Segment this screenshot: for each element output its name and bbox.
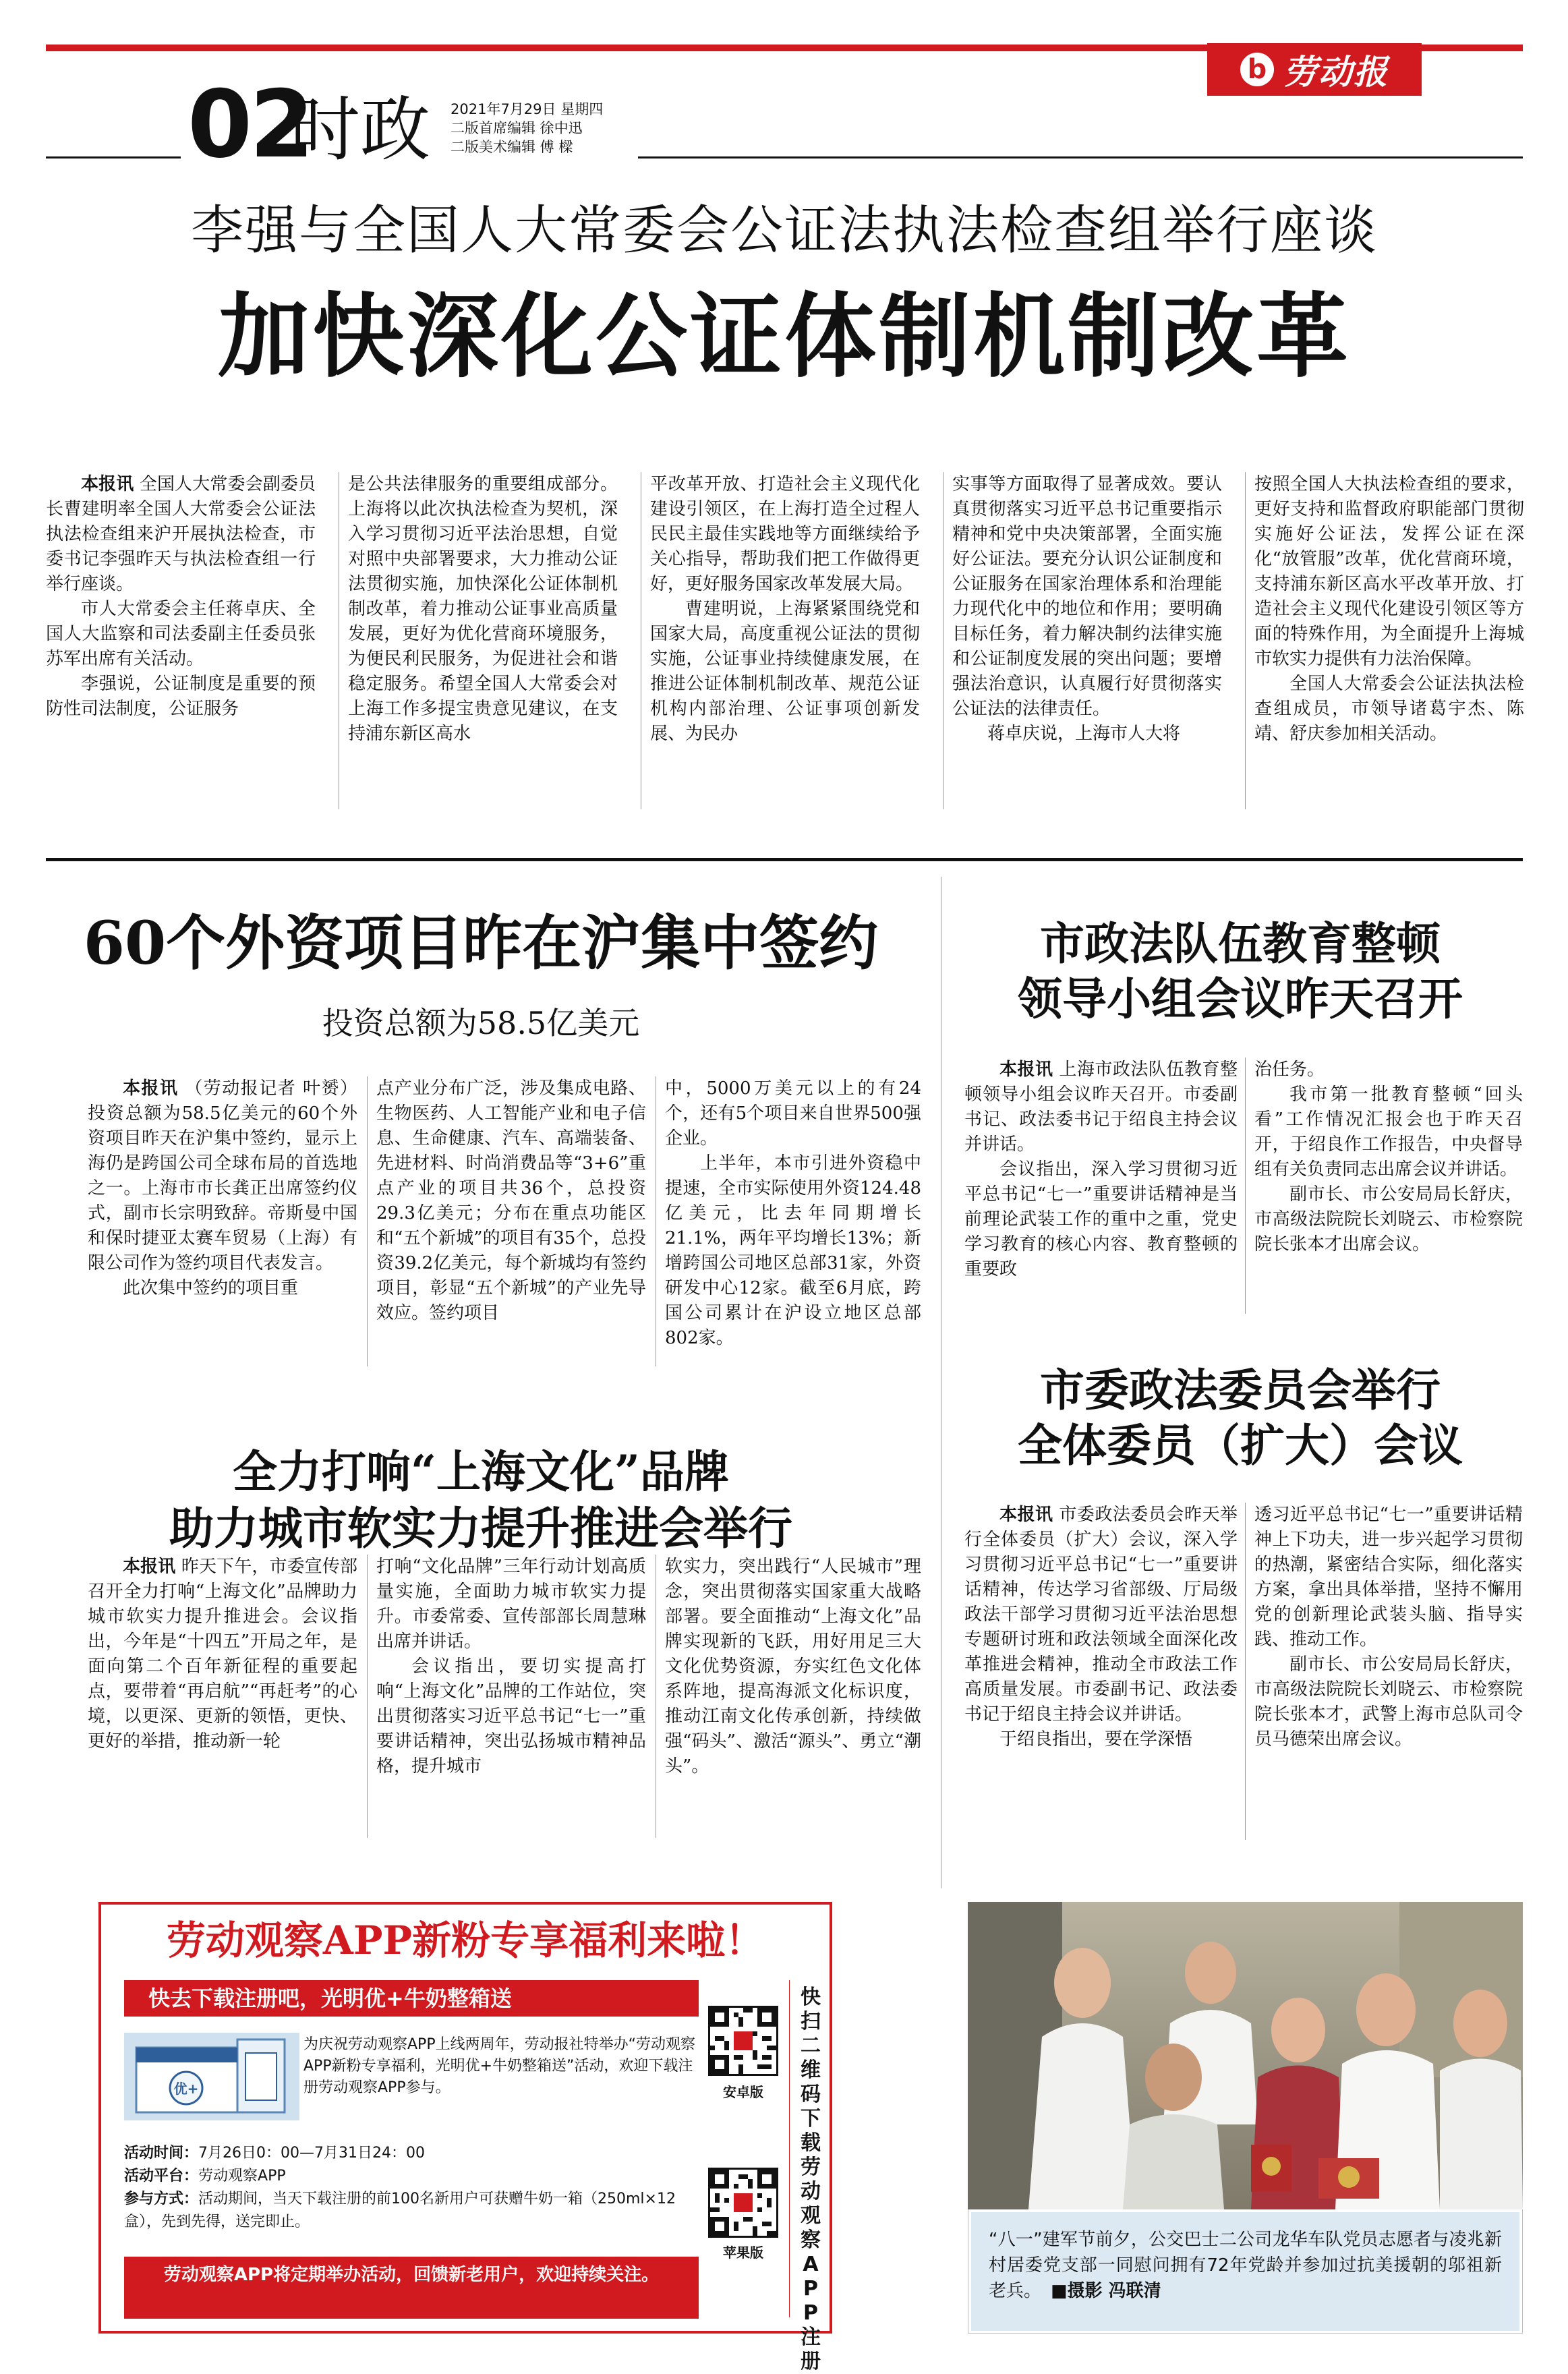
news-tag: 本报讯 [123,1557,176,1577]
ad-time-row: 活动时间：7月26日0：00—7月31日24：00 [124,2145,425,2162]
story-column [665,1555,921,1851]
paragraph: 昨天下午，市委宣传部召开全力打响“上海文化”品牌助力城市软实力提升推进会。会议指出，今年是“十四五”开局之年，是面向第二个百年新征程的重要起点，要带着“再启航”“再赶考”的心境，以更深、更新的领悟，更快、更好的举措，推动新一轮 [88,1557,357,1751]
story-subheadline: 投资总额为58.5亿美元 [322,1005,640,1041]
paragraph: 于绍良指出，要在学深悟 [999,1729,1193,1749]
news-tag: 本报讯 [81,474,134,494]
paragraph: 上海市政法队伍教育整顿领导小组会议昨天召开。市委副书记、政法委书记于绍良主持会议并讲话。 [964,1060,1238,1155]
story-column [88,1555,357,1851]
headline-line: 市委政法委员会举行 [1040,1364,1441,1416]
header-meta [451,100,603,156]
byline: （劳动报记者 叶赟） [185,1078,357,1099]
lead-column-2 [348,472,618,815]
header-rule [46,156,181,158]
caption-text: “八一”建军节前夕，公交巴士二公司龙华车队党员志愿者与凌兆新村居委党支部一同慰问拥有72年党龄并参加过抗美援朝的邬祖新老兵。 [989,2230,1502,2301]
app-promo-ad [98,1902,832,2373]
ad-divider [789,1980,790,2317]
qr-ios-label: 苹果版 [723,2245,763,2261]
header-rule [638,156,1523,158]
ad-title: 劳动观察APP新粉专享福利来啦！ [166,1917,765,1963]
brand-name: 劳动报 [1283,52,1389,92]
ad-details [124,2142,699,2234]
editor-line: 二版美术编辑 傅 樑 [451,139,573,155]
ad-vertical-text: 快扫二维码下载劳动观察APP注册 [801,1986,821,2373]
news-photo [968,1902,1523,2209]
paragraph: 我市第一批教育整顿“回头看”工作情况汇报会也于昨天召开，于绍良作工作报告，中央督导组有关负责同志出席会议并讲话。 [1254,1084,1523,1180]
lead-kicker: 李强与全国人大常委会公证法执法检查组举行座谈 [190,200,1378,261]
headline-line: 助力城市软实力提升推进会举行 [169,1502,792,1555]
ad-method-row: 参与方式：活动期间，当天下载注册的前100名新用户可获赠牛奶一箱（250ml×12盒），先到先得，送完即止。 [124,2191,676,2230]
paragraph: 市委政法委员会昨天举行全体委员（扩大）会议，深入学习贯彻习近平总书记“七一”重要讲话精神，传达学习省部级、厅局级政法干部学习贯彻习近平法治思想专题研讨班和政法领域全面深化改革推进会精神，推动全市政法工作高质量发展。市委副书记、政法委书记于绍良主持会议并讲话。 [964,1505,1238,1725]
news-tag: 本报讯 [999,1060,1053,1080]
product-label: 优+ [173,2081,199,2097]
paragraph: 是公共法律服务的重要组成部分。上海将以此次执法检查为契机，深入学习贯彻习近平法治思想，自觉对照中央部署要求，大力推动公证法贯彻实施，加快深化公证体制机制改革，着力推动公证事业高质量发展，更好为优化营商环境服务，为便民利民服务，为促进社会和谐稳定服务。希望全国人大常委会对上海工作多提宝贵意见建议，在支持浦东新区高水 [348,474,618,744]
story-headline [958,916,1523,1026]
lead-headline: 加快深化公证体制机制改革 [218,283,1351,390]
paragraph: 打响“文化品牌”三年行动计划高质量实施，全面助力城市软实力提升。市委常委、宣传部部长周慧琳出席并讲话。 [376,1557,646,1652]
column-rule [1245,472,1246,809]
headline-line: 市政法队伍教育整顿 [1040,917,1441,970]
paragraph: 副市长、市公安局局长舒庆，市高级法院院长刘晓云、市检察院院长张本才出席会议。 [1254,1184,1523,1254]
story-headline: 60个外资项目昨在沪集中签约 [83,908,879,978]
qr-code-ios[interactable] [708,2168,778,2238]
brand-logo [1207,43,1422,96]
paragraph: 治任务。 [1254,1060,1325,1080]
paragraph: 投资总额为58.5亿美元的60个外资项目昨天在沪集中签约，显示上海仍是跨国公司全球布局的首选地之一。上海市市长龚正出席签约仪式，副市长宗明致辞。帝斯曼中国和保时捷亚太赛车贸易（上海）有限公司作为签约项目代表发言。 [88,1103,357,1273]
news-tag: 本报讯 [999,1505,1053,1525]
paragraph: 按照全国人大执法检查组的要求，更好支持和监督政府职能部门贯彻实施好公证法，发挥公证在深化“放管服”改革，优化营商环境，支持浦东新区高水平改革开放、打造社会主义现代化建设引领区等方面的特殊作用，为全面提升上海城市软实力提供有力法治保障。 [1254,474,1524,669]
story-column [376,1555,646,1851]
column-rule [367,1076,368,1366]
paragraph: 实事等方面取得了显著成效。要认真贯彻落实习近平总书记重要指示精神和党中央决策部署，全面实施好公证法。要充分认识公证制度和公证服务在国家治理体系和治理能力现代化中的地位和作用；要明确目标任务，着力解决制约法律实施和公证制度发展的突出问题；要增强法治意识，认真履行好贯彻落实公证法的法律责任。 [952,474,1222,719]
lead-column-4 [952,472,1222,815]
paragraph: 点产业分布广泛，涉及集成电路、生物医药、人工智能产业和电子信息、生命健康、汽车、高端装备、先进材料、时尚消费品等“3+6”重点产业的项目共36个，总投资29.3亿美元；分布在重点功能区和“五个新城”的项目有35个，总投资39.2亿美元，每个新城均有签约项目，彰显“五个新城”的产业先导效应。签约项目 [376,1078,646,1323]
story-column [964,1503,1238,1853]
page-number: 02 [187,70,312,179]
story-column [665,1076,921,1441]
column-rule [1245,1058,1246,1314]
qr-android-label: 安卓版 [723,2084,763,2100]
milk-box-product-image [124,2033,299,2120]
story-column [1254,1503,1523,1853]
story-column [1254,1058,1523,1327]
paragraph: 中，5000万美元以上的有24个，还有5个项目来自世界500强企业。 [665,1078,921,1149]
ad-footer-banner: 劳动观察APP将定期举办活动，回馈新老用户，欢迎持续关注。 [124,2257,699,2319]
headline-line: 全力打响“上海文化”品牌 [233,1445,729,1498]
paragraph: 全国人大常委会副委员长曹建明率全国人大常委会公证法执法检查组来沪开展执法检查，市委书记李强昨天与执法检查组一行举行座谈。 [46,474,316,594]
lead-column-1 [46,472,316,815]
news-tag: 本报讯 [123,1078,179,1099]
qr-code-android[interactable] [708,2006,778,2076]
story-column [964,1058,1238,1327]
story-headline [46,1443,916,1557]
story-column [88,1076,357,1441]
paragraph: 副市长、市公安局局长舒庆，市高级法院院长刘晓云、市检察院院长张本才，武警上海市总队司令员马德荣出席会议。 [1254,1654,1523,1749]
section-divider [46,858,1523,861]
headline-line: 领导小组会议昨天召开 [1018,973,1463,1025]
paragraph: 李强说，公证制度是重要的预防性司法制度，公证服务 [46,674,316,719]
paragraph: 上半年，本市引进外资稳中提速，全市实际使用外资124.48亿美元，比去年同期增长21.1%，两年平均增长13%；新增跨国公司地区总部31家，外资研发中心12家。截至6月底，跨国公司累计在沪设立地区总部802家。 [665,1153,921,1348]
section-name: 时政 [290,88,431,171]
paragraph: 蒋卓庆说，上海市人大将 [987,724,1181,744]
qr-code-icon [710,2170,776,2236]
brand-logo-icon: b [1240,53,1274,86]
story-column [376,1076,646,1441]
paragraph: 全国人大常委会公证法执法检查组成员，市领导诸葛宇杰、陈靖、舒庆参加相关活动。 [1254,674,1524,744]
paragraph: 曹建明说，上海紧紧围绕党和国家大局，高度重视公证法的贯彻实施，公证事业持续健康发展，在推进公证体制机制改革、规范公证机构内部治理、公证事项创新发展、为民办 [650,599,920,744]
paragraph: 会议指出，深入学习贯彻习近平总书记“七一”重要讲话精神是当前理论武装工作的重中之重，党史学习教育的核心内容、教育整顿的重要政 [964,1159,1238,1279]
story-headline [958,1362,1523,1473]
veteran-visit-photo [968,1902,1523,2209]
headline-line: 全体委员（扩大）会议 [1018,1419,1463,1472]
editor-line: 二版首席编辑 徐中迅 [451,120,583,136]
issue-date: 2021年7月29日 星期四 [451,101,604,117]
qr-code-icon [710,2008,776,2074]
photo-caption [971,2212,1519,2331]
lead-column-3 [650,472,920,815]
paragraph: 平改革开放、打造社会主义现代化建设引领区，在上海打造全过程人民民主最佳实践地等方面继续给予关心指导，帮助我们把工作做得更好，更好服务国家改革发展大局。 [650,474,920,594]
ad-banner: 快去下载注册吧，光明优+牛奶整箱送 [124,1980,699,2017]
paragraph: 软实力，突出践行“人民城市”理念，突出贯彻落实国家重大战略部署。要全面推动“上海文化”品牌实现新的飞跃，用好用足三大文化优势资源，夯实红色文化体系阵地，提高海派文化标识度，推动江南文化传承创新，持续做强“码头”、激活“源头”、勇立“潮头”。 [665,1557,921,1776]
paragraph: 透习近平总书记“七一”重要讲话精神上下功夫，进一步兴起学习贯彻的热潮，紧密结合实际，细化落实方案，拿出具体举措，坚持不懈用党的创新理论武装头脑、指导实践、推动工作。 [1254,1505,1523,1650]
ad-intro: 为庆祝劳动观察APP上线两周年，劳动报社特举办“劳动观察APP新粉专享福利，光明优+牛奶整箱送”活动，欢迎下载注册劳动观察APP参与。 [303,2036,695,2096]
lead-column-5 [1254,472,1524,815]
paragraph: 会议指出，要切实提高打响“上海文化”品牌的工作站位，突出贯彻落实习近平总书记“七一”重要讲话精神，突出弘扬城市精神品格，提升城市 [376,1656,646,1776]
photo-credit: ■摄影 冯联清 [1051,2281,1161,2301]
paragraph: 市人大常委会主任蒋卓庆、全国人大监察和司法委副主任委员张苏军出席有关活动。 [46,599,316,669]
paragraph: 此次集中签约的项目重 [123,1278,299,1298]
column-rule [1245,1503,1246,1840]
column-rule [367,1555,368,1838]
ad-platform-row: 活动平台：劳动观察APP [124,2168,286,2184]
